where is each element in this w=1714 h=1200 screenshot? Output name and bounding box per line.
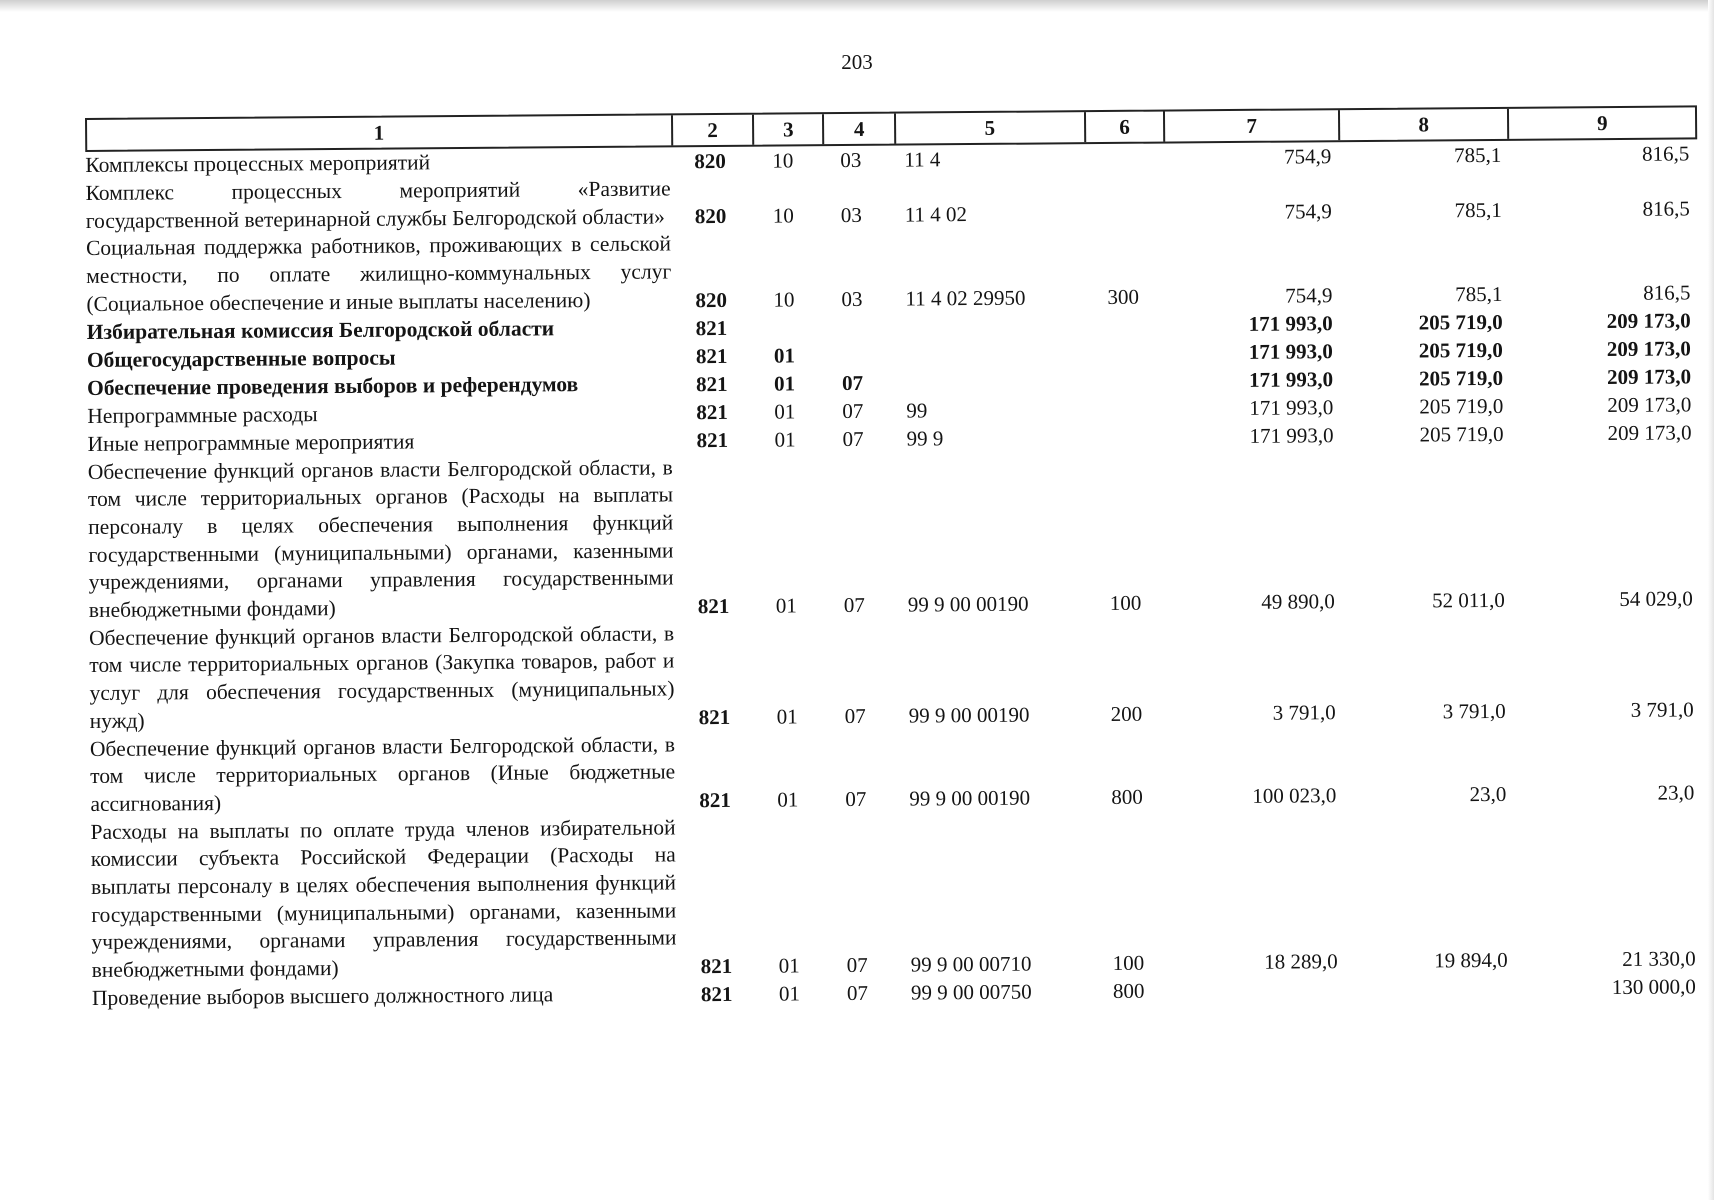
target-article: 11 4: [904, 147, 941, 172]
amount-col-9: 21 330,0: [1622, 946, 1696, 971]
row-name: Обеспечение функций органов власти Белгородской области, в том числе территориальных органов (Иные бюджетные ассигнования): [89, 731, 676, 816]
row-name: Комплексы процессных мероприятий: [85, 150, 431, 178]
admin-code: 821: [700, 981, 733, 1007]
amount-col-8: 19 894,0: [1434, 947, 1508, 973]
subsection-code: 07: [842, 370, 864, 395]
subsection-code: 07: [845, 786, 867, 811]
admin-code: 821: [695, 315, 728, 340]
admin-code: 821: [699, 787, 731, 812]
amount-col-7: 754,9: [1284, 199, 1332, 224]
amount-col-8: 52 011,0: [1431, 587, 1505, 613]
target-article: 99 9 00 00710: [910, 951, 1032, 977]
row-name: Комплекс процессных мероприятий «Развитие государственной ветеринарной службы Белгородской области»: [85, 176, 671, 233]
admin-code: 821: [698, 704, 731, 729]
row-name: Непрограммные расходы: [87, 401, 318, 428]
amount-col-7: 754,9: [1283, 144, 1332, 169]
expense-type: 100: [1109, 590, 1142, 615]
expense-type: 100: [1112, 950, 1145, 975]
section-code: 01: [773, 342, 795, 368]
amount-col-9: 816,5: [1643, 279, 1691, 305]
target-article: 99 9: [906, 425, 944, 451]
amount-col-8: 785,1: [1453, 142, 1502, 168]
table-row: [91, 806, 1704, 985]
amount-col-8: 785,1: [1454, 198, 1502, 223]
table-row: [90, 723, 1703, 819]
admin-code: 821: [700, 953, 733, 979]
amount-col-9: 209 173,0: [1607, 419, 1692, 445]
table-row: [89, 612, 1702, 735]
admin-code: 821: [696, 371, 728, 396]
amount-col-9: 209 173,0: [1606, 335, 1691, 361]
section-code: 01: [778, 981, 800, 1006]
amount-col-9: 209 173,0: [1606, 363, 1692, 389]
target-article: 99: [906, 397, 928, 423]
scan-shadow: [0, 0, 1714, 12]
admin-code: 820: [694, 204, 727, 229]
amount-col-9: 816,5: [1641, 141, 1690, 166]
amount-col-7: 171 993,0: [1249, 422, 1334, 448]
section-code: 01: [776, 703, 798, 729]
row-name: Общегосударственные вопросы: [86, 345, 396, 372]
column-header-4: 4: [822, 114, 894, 145]
amount-col-8: 205 719,0: [1418, 365, 1504, 391]
amount-col-8: 785,1: [1455, 281, 1503, 306]
amount-col-7: 171 993,0: [1249, 394, 1334, 420]
amount-col-9: 209 173,0: [1606, 307, 1691, 333]
row-name: Иные непрограммные мероприятия: [87, 429, 415, 456]
expense-type: 800: [1112, 978, 1145, 1003]
column-header-6: 6: [1084, 112, 1164, 143]
column-header-2: 2: [671, 115, 753, 146]
page-number: 203: [841, 50, 873, 74]
section-code: 10: [773, 286, 795, 312]
admin-code: 821: [697, 593, 730, 618]
section-code: 01: [775, 593, 797, 618]
section-code: 01: [774, 426, 796, 452]
subsection-code: 03: [840, 147, 862, 173]
subsection-code: 03: [841, 286, 863, 311]
column-header-3: 3: [752, 114, 822, 145]
subsection-code: 07: [842, 398, 864, 423]
table-body: [85, 139, 1704, 1013]
amount-col-7: 100 023,0: [1252, 782, 1337, 808]
admin-code: 821: [696, 427, 729, 452]
row-name: Обеспечение функций органов власти Белгородской области, в том числе территориальных органов (Расходы на выплаты персоналу в целях обеспечения выполнения функций государственными (муниципальными) органами, казенными учреждениями, органами управления государственными внебюджетными фондами): [87, 454, 674, 623]
table-row: [88, 446, 1701, 625]
section-code: 01: [777, 787, 799, 812]
admin-code: 821: [696, 399, 728, 424]
target-article: 99 9 00 00750: [910, 979, 1032, 1005]
column-header-8: 8: [1338, 109, 1508, 140]
section-code: 10: [772, 203, 794, 229]
section-code: 01: [774, 370, 796, 396]
subsection-code: 07: [846, 952, 868, 977]
amount-col-8: 3 791,0: [1442, 698, 1506, 723]
section-code: 01: [778, 953, 800, 978]
column-header-5: 5: [894, 112, 1084, 143]
amount-col-8: [1346, 1002, 1516, 1003]
admin-code: 821: [695, 343, 728, 368]
amount-col-7: 49 890,0: [1261, 588, 1335, 614]
scan-right-edge: [1708, 0, 1714, 1200]
amount-col-9: 3 791,0: [1630, 696, 1694, 722]
expense-type: 200: [1110, 701, 1143, 726]
target-article: 99 9 00 00190: [907, 591, 1029, 617]
expense-type: 300: [1107, 284, 1140, 309]
amount-col-9: 23,0: [1657, 780, 1695, 805]
subsection-code: 07: [842, 426, 864, 451]
row-name: Социальная поддержка работников, проживающих в сельской местности, по оплате жилищно-коммунальных услуг (Социальное обеспечение и иные выплаты населению): [85, 231, 672, 316]
amount-col-8: 205 719,0: [1419, 421, 1504, 447]
admin-code: 820: [694, 148, 726, 174]
section-code: 01: [774, 398, 796, 424]
amount-col-8: 205 719,0: [1419, 393, 1504, 419]
row-name: Избирательная комиссия Белгородской области: [86, 316, 555, 344]
table-row: [86, 223, 1699, 319]
amount-col-7: 18 289,0: [1264, 949, 1338, 974]
amount-col-7: 171 993,0: [1248, 366, 1334, 392]
amount-col-8: 205 719,0: [1418, 337, 1503, 363]
target-article: 11 4 02: [904, 202, 968, 227]
amount-col-7: [1171, 1003, 1346, 1004]
subsection-code: 07: [844, 703, 866, 728]
subsection-code: 03: [840, 203, 862, 228]
row-name: Расходы на выплаты по оплате труда членов избирательной комиссии субъекта Российской Федерации (Расходы на выплаты персоналу в целях обеспечения выполнения функций государственными (муниципальными) органами, казенными учреждениями, органами управления государственными внебюджетными фондами): [90, 815, 677, 983]
amount-col-7: 171 993,0: [1248, 310, 1333, 336]
column-header-7: 7: [1163, 110, 1338, 141]
section-code: 10: [772, 148, 794, 173]
row-name: Обеспечение проведения выборов и референдумов: [87, 371, 579, 400]
row-name: Обеспечение функций органов власти Белгородской области, в том числе территориальных органов (Закупка товаров, работ и услуг для обеспечения государственных (муниципальных) нужд): [88, 621, 675, 733]
subsection-code: 07: [846, 980, 868, 1005]
target-article: 99 9 00 00190: [908, 702, 1030, 728]
amount-col-7: 171 993,0: [1248, 338, 1333, 364]
amount-col-9: 54 029,0: [1619, 586, 1693, 611]
target-article: 99 9 00 00190: [909, 785, 1031, 811]
amount-col-7: 754,9: [1285, 282, 1333, 308]
subsection-code: 07: [843, 592, 865, 617]
amount-col-9: 130 000,0: [1611, 974, 1696, 999]
admin-code: 820: [695, 287, 728, 312]
amount-col-7: 3 791,0: [1272, 699, 1336, 725]
budget-table: [85, 105, 1704, 1013]
expense-type: 800: [1111, 784, 1143, 809]
amount-col-9: 816,5: [1642, 196, 1690, 222]
amount-col-9: 209 173,0: [1607, 391, 1692, 417]
amount-col-8: 205 719,0: [1418, 309, 1503, 335]
row-name: Проведение выборов высшего должностного лица: [91, 982, 554, 1011]
column-header-9: 9: [1507, 107, 1695, 138]
column-header-1: 1: [373, 120, 385, 145]
target-article: 11 4 02 29950: [905, 285, 1026, 311]
amount-col-8: 23,0: [1469, 781, 1507, 806]
